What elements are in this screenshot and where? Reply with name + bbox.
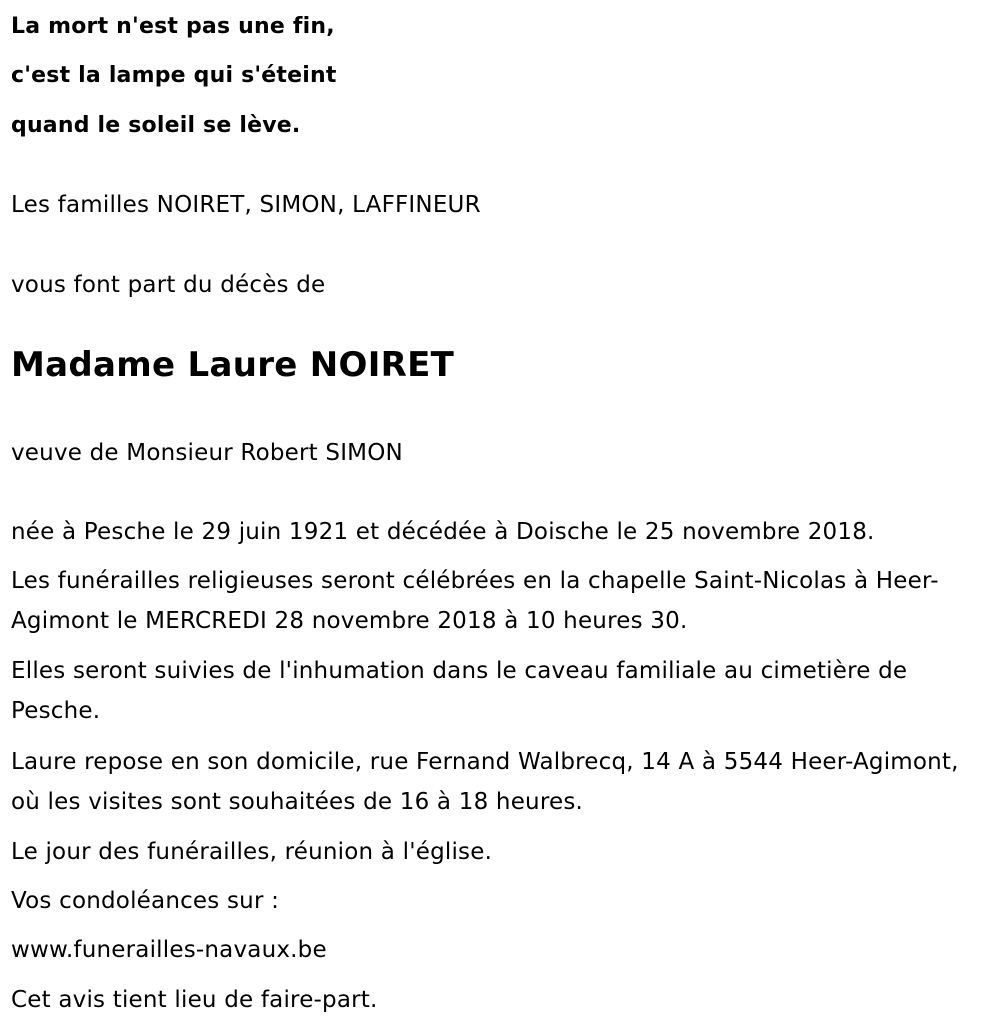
families-line: Les familles NOIRET, SIMON, LAFFINEUR — [11, 192, 481, 218]
burial-paragraph: Elles seront suivies de l'inhumation dans le caveau familiale au cimetière de Pesche. — [11, 658, 908, 724]
deceased-name: Madame Laure NOIRET — [11, 345, 455, 385]
poem-line-2: c'est la lampe qui s'éteint — [11, 63, 337, 88]
poem-line-3: quand le soleil se lève. — [11, 113, 301, 138]
spouse-line: veuve de Monsieur Robert SIMON — [11, 440, 403, 466]
birth-death-paragraph: née à Pesche le 29 juin 1921 et décédée à Doische le 25 novembre 2018. — [11, 519, 875, 545]
poem-line-1: La mort n'est pas une fin, — [11, 14, 335, 39]
closing-line: Cet avis tient lieu de faire-part. — [11, 987, 378, 1013]
funeral-paragraph: Les funérailles religieuses seront célébrées en la chapelle Saint-Nicolas à Heer-Agimont le MERCREDI 28 novembre 2018 à 10 heures 30. — [11, 568, 939, 634]
announcement-line: vous font part du décès de — [11, 272, 326, 298]
meeting-paragraph: Le jour des funérailles, réunion à l'église. — [11, 839, 493, 865]
condolences-label: Vos condoléances sur : — [11, 888, 280, 914]
visitation-paragraph: Laure repose en son domicile, rue Fernand Walbrecq, 14 A à 5544 Heer-Agimont, où les visites sont souhaitées de 16 à 18 heures. — [11, 749, 959, 815]
website-link[interactable]: www.funerailles-navaux.be — [11, 937, 327, 963]
